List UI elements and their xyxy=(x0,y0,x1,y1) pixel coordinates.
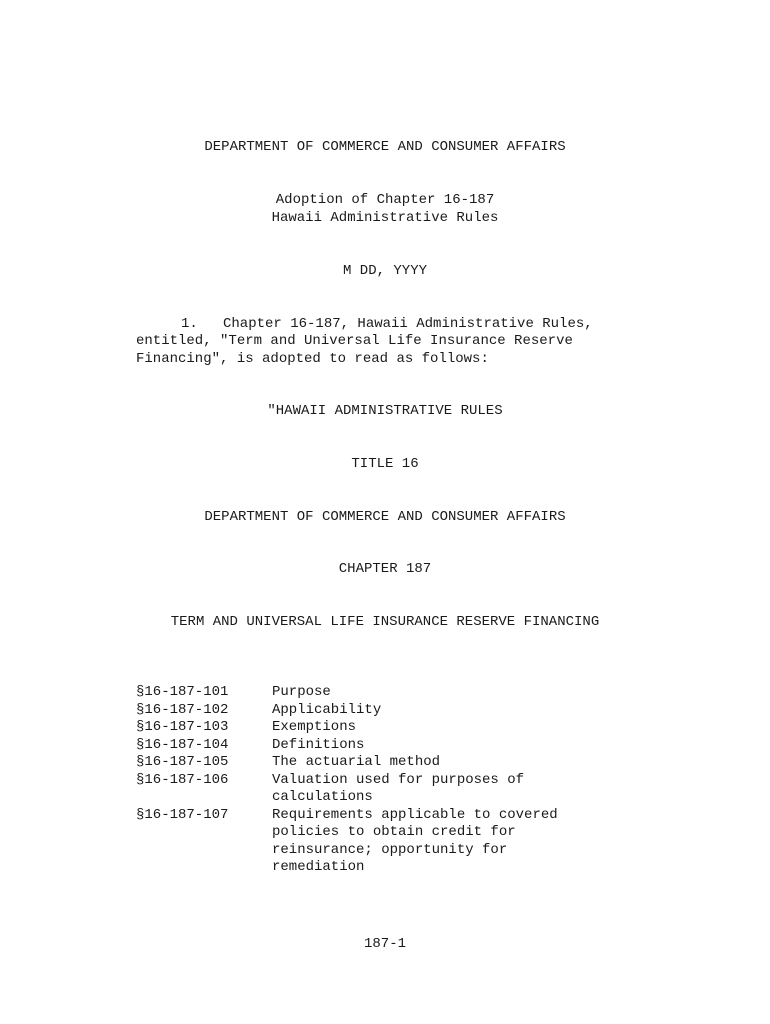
toc-section-title: Applicability xyxy=(272,701,382,718)
adoption-line-2: Hawaii Administrative Rules xyxy=(271,210,499,226)
department-heading-2: DEPARTMENT OF COMMERCE AND CONSUMER AFFAIRS xyxy=(204,509,566,525)
toc-row xyxy=(136,807,558,877)
page-number: 187-1 xyxy=(363,936,406,952)
har-heading: "HAWAII ADMINISTRATIVE RULES xyxy=(267,403,503,419)
paragraph-line-3: Financing", is adopted to read as follows: xyxy=(136,351,489,367)
paragraph-line-2: entitled, "Term and Universal Life Insurance Reserve xyxy=(136,333,573,349)
chapter-heading: CHAPTER 187 xyxy=(338,561,432,577)
date-line: M DD, YYYY xyxy=(342,263,427,279)
adoption-line-1: Adoption of Chapter 16-187 xyxy=(275,192,495,208)
toc-section-title: Valuation used for purposes of xyxy=(272,771,525,788)
toc-section-title: Purpose xyxy=(272,684,331,700)
toc-row xyxy=(136,754,558,772)
toc-section-title-cont: remediation xyxy=(272,859,365,875)
toc-section-title-cont: policies to obtain credit for xyxy=(272,824,516,840)
table-of-contents xyxy=(136,684,558,877)
toc-row xyxy=(136,737,558,755)
toc-row xyxy=(136,772,558,807)
toc-section-number: §16-187-101 xyxy=(136,684,229,700)
title-heading: TITLE 16 xyxy=(351,456,419,472)
toc-section-number: §16-187-104 xyxy=(136,736,229,753)
toc-section-title: Exemptions xyxy=(272,719,357,735)
toc-row xyxy=(136,702,558,720)
toc-row xyxy=(136,684,558,702)
toc-section-number: §16-187-105 xyxy=(136,754,229,770)
toc-section-title: The actuarial method xyxy=(272,754,441,770)
toc-section-title-cont: calculations xyxy=(272,789,373,805)
toc-section-title: Requirements applicable to covered xyxy=(272,806,558,823)
toc-section-number: §16-187-107 xyxy=(136,806,229,823)
toc-row xyxy=(136,719,558,737)
chapter-name: TERM AND UNIVERSAL LIFE INSURANCE RESERVE FINANCING xyxy=(170,614,600,630)
toc-section-title: Definitions xyxy=(272,736,365,753)
department-heading: DEPARTMENT OF COMMERCE AND CONSUMER AFFAIRS xyxy=(204,139,566,155)
toc-section-number: §16-187-102 xyxy=(136,701,229,718)
toc-section-number: §16-187-103 xyxy=(136,719,229,735)
toc-section-title-cont: reinsurance; opportunity for xyxy=(272,841,508,858)
paragraph-line-1: 1. Chapter 16-187, Hawaii Administrative Rules, xyxy=(181,316,593,332)
toc-section-number: §16-187-106 xyxy=(136,771,229,788)
